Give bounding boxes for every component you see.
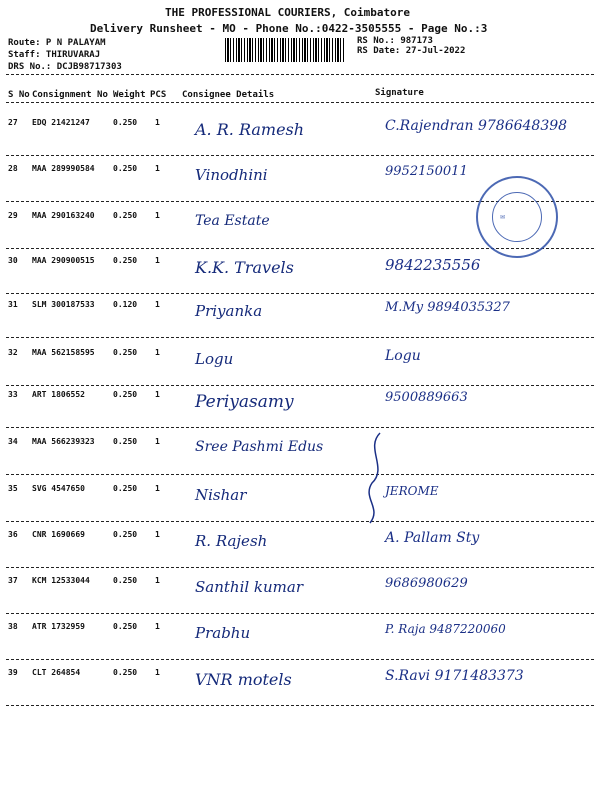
row-pcs: 1 (155, 622, 160, 631)
pen-mark (360, 428, 390, 528)
row-weight: 0.120 (113, 300, 138, 309)
row-pcs: 1 (155, 211, 160, 220)
row-signature-handwritten: JEROME (385, 484, 439, 498)
col-consignment: Consignment No (32, 90, 108, 100)
row-divider (6, 659, 594, 660)
row-consignment: MAA 290900515 (32, 256, 95, 265)
row-signature-handwritten: 9500889663 (385, 390, 468, 405)
row-weight: 0.250 (113, 256, 138, 265)
row-divider (6, 385, 594, 386)
row-sno: 27 (8, 118, 18, 127)
row-consignee-handwritten: VNR motels (195, 670, 292, 689)
row-signature-handwritten: C.Rajendran 9786648398 (385, 118, 568, 134)
row-signature-handwritten: A. Pallam Sty (385, 530, 480, 546)
row-consignment: CNR 1690669 (32, 530, 85, 539)
row-sno: 36 (8, 530, 18, 539)
row-sno: 28 (8, 164, 18, 173)
row-consignment: ART 1806552 (32, 390, 85, 399)
row-divider (6, 613, 594, 614)
row-pcs: 1 (155, 437, 160, 446)
row-consignment: MAA 562158595 (32, 348, 95, 357)
stamp-text: ✉ (500, 214, 506, 221)
row-divider (6, 293, 594, 294)
row-signature-handwritten: P. Raja 9487220060 (385, 622, 506, 636)
row-weight: 0.250 (113, 390, 138, 399)
row-divider (6, 521, 594, 522)
row-sno: 32 (8, 348, 18, 357)
row-pcs: 1 (155, 118, 160, 127)
row-divider (6, 705, 594, 706)
row-sno: 38 (8, 622, 18, 631)
row-signature-handwritten: Logu (385, 348, 421, 364)
row-sno: 37 (8, 576, 18, 585)
row-consignment: MAA 289990584 (32, 164, 95, 173)
row-consignment: ATR 1732959 (32, 622, 85, 631)
divider (6, 102, 594, 103)
row-signature-handwritten: 9952150011 (385, 164, 468, 179)
courier-stamp (476, 176, 558, 258)
row-pcs: 1 (155, 256, 160, 265)
row-consignee-handwritten: R. Rajesh (195, 532, 268, 550)
row-consignee-handwritten: Nishar (195, 486, 247, 504)
row-consignee-handwritten: K.K. Travels (195, 258, 294, 277)
row-sno: 35 (8, 484, 18, 493)
row-divider (6, 567, 594, 568)
rs-number: RS No.: 987173 (357, 36, 433, 46)
row-divider (6, 474, 594, 475)
row-consignee-handwritten: A. R. Ramesh (195, 120, 305, 139)
drs-label: DRS No.: DCJB98717303 (8, 62, 122, 72)
row-weight: 0.250 (113, 437, 138, 446)
col-sno: S No (8, 90, 30, 100)
row-consignee-handwritten: Sree Pashmi Edus (195, 439, 324, 455)
row-weight: 0.250 (113, 530, 138, 539)
row-consignee-handwritten: Periyasamy (195, 392, 294, 412)
row-pcs: 1 (155, 668, 160, 677)
col-pcs: PCS (150, 90, 167, 100)
row-sno: 29 (8, 211, 18, 220)
row-consignee-handwritten: Prabhu (195, 624, 251, 642)
col-consignee: Consignee Details (182, 90, 275, 100)
rs-date: RS Date: 27-Jul-2022 (357, 46, 466, 56)
row-sno: 39 (8, 668, 18, 677)
row-pcs: 1 (155, 484, 160, 493)
runsheet-title: THE PROFESSIONAL COURIERS, Coimbatore (165, 6, 411, 19)
row-weight: 0.250 (113, 576, 138, 585)
row-pcs: 1 (155, 164, 160, 173)
col-weight: Weight (113, 90, 146, 100)
route-label: Route: P N PALAYAM (8, 38, 106, 48)
row-consignment: CLT 264854 (32, 668, 81, 677)
row-signature-handwritten: 9842235556 (385, 256, 481, 274)
row-weight: 0.250 (113, 668, 138, 677)
row-signature-handwritten: S.Ravi 9171483373 (385, 668, 524, 684)
row-pcs: 1 (155, 348, 160, 357)
barcode (225, 38, 345, 62)
row-consignee-handwritten: Vinodhini (195, 166, 268, 184)
row-signature-handwritten: 9686980629 (385, 576, 468, 591)
row-weight: 0.250 (113, 622, 138, 631)
row-sno: 31 (8, 300, 18, 309)
row-consignee-handwritten: Tea Estate (195, 213, 270, 229)
row-sno: 33 (8, 390, 18, 399)
row-weight: 0.250 (113, 164, 138, 173)
row-pcs: 1 (155, 390, 160, 399)
row-pcs: 1 (155, 530, 160, 539)
row-consignee-handwritten: Priyanka (195, 302, 263, 320)
row-consignment: SVG 4547650 (32, 484, 85, 493)
row-weight: 0.250 (113, 484, 138, 493)
row-consignment: SLM 300187533 (32, 300, 95, 309)
row-consignment: MAA 566239323 (32, 437, 95, 446)
row-weight: 0.250 (113, 348, 138, 357)
divider (6, 74, 594, 75)
col-signature: Signature (375, 88, 424, 98)
row-weight: 0.250 (113, 118, 138, 127)
row-consignment: MAA 290163240 (32, 211, 95, 220)
row-divider (6, 427, 594, 428)
row-sno: 34 (8, 437, 18, 446)
row-pcs: 1 (155, 576, 160, 585)
row-sno: 30 (8, 256, 18, 265)
row-divider (6, 337, 594, 338)
row-divider (6, 155, 594, 156)
row-consignment: EDQ 21421247 (32, 118, 90, 127)
row-consignee-handwritten: Logu (195, 350, 234, 368)
staff-label: Staff: THIRUVARAJ (8, 50, 101, 60)
row-weight: 0.250 (113, 211, 138, 220)
row-pcs: 1 (155, 300, 160, 309)
runsheet-subtitle: Delivery Runsheet - MO - Phone No.:0422-3505555 - Page No.:3 (90, 22, 488, 35)
row-consignment: KCM 12533044 (32, 576, 90, 585)
row-signature-handwritten: M.My 9894035327 (385, 300, 510, 315)
row-consignee-handwritten: Santhil kumar (195, 578, 304, 596)
